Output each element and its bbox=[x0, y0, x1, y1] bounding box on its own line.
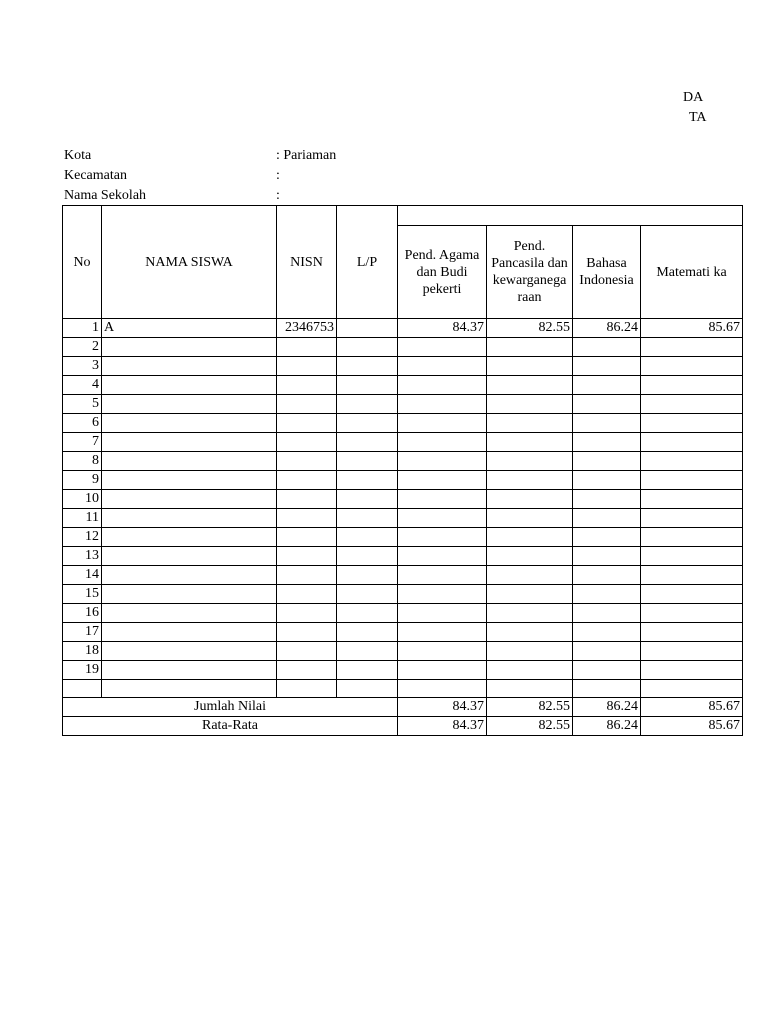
cell-nama bbox=[102, 661, 277, 680]
cell-score bbox=[641, 452, 743, 471]
info-row-nama-sekolah bbox=[64, 188, 280, 204]
cell-score bbox=[573, 680, 641, 698]
header-row-top bbox=[63, 206, 743, 226]
info-label: Nama Sekolah bbox=[64, 188, 147, 203]
cell-score bbox=[573, 547, 641, 566]
cell-score bbox=[487, 395, 573, 414]
table-row bbox=[63, 642, 743, 661]
cell-lp bbox=[337, 566, 398, 585]
title-line-2: TA bbox=[689, 110, 707, 125]
cell-nisn bbox=[277, 414, 337, 433]
cell-nisn bbox=[277, 623, 337, 642]
cell-score bbox=[398, 661, 487, 680]
cell-score bbox=[573, 414, 641, 433]
cell-lp bbox=[337, 433, 398, 452]
cell-score bbox=[398, 680, 487, 698]
table-row bbox=[63, 680, 743, 698]
totals-score: 86.24 bbox=[573, 717, 641, 736]
cell-score bbox=[398, 338, 487, 357]
cell-nama bbox=[102, 566, 277, 585]
subject-group-header bbox=[398, 206, 743, 226]
cell-no: 7 bbox=[63, 433, 102, 452]
table-row bbox=[63, 623, 743, 642]
cell-lp bbox=[337, 642, 398, 661]
column-header-bahasa-indonesia: Bahasa Indonesia bbox=[573, 226, 641, 319]
cell-lp bbox=[337, 452, 398, 471]
cell-lp bbox=[337, 338, 398, 357]
cell-score bbox=[398, 509, 487, 528]
cell-nisn bbox=[277, 680, 337, 698]
cell-lp bbox=[337, 490, 398, 509]
table-row bbox=[63, 661, 743, 680]
cell-nisn bbox=[277, 376, 337, 395]
cell-nama bbox=[102, 585, 277, 604]
cell-score bbox=[641, 395, 743, 414]
cell-nisn bbox=[277, 471, 337, 490]
cell-score bbox=[398, 452, 487, 471]
cell-nisn bbox=[277, 433, 337, 452]
cell-score bbox=[398, 623, 487, 642]
table-row bbox=[63, 566, 743, 585]
cell-score bbox=[487, 433, 573, 452]
info-row-kota bbox=[64, 148, 337, 164]
cell-no: 14 bbox=[63, 566, 102, 585]
cell-no bbox=[63, 680, 102, 698]
cell-score bbox=[398, 471, 487, 490]
cell-score bbox=[573, 509, 641, 528]
cell-no: 5 bbox=[63, 395, 102, 414]
cell-nama bbox=[102, 642, 277, 661]
cell-nama bbox=[102, 395, 277, 414]
cell-score bbox=[487, 528, 573, 547]
column-header-nama: NAMA SISWA bbox=[102, 206, 277, 319]
cell-score bbox=[641, 528, 743, 547]
table-row bbox=[63, 357, 743, 376]
cell-score bbox=[641, 471, 743, 490]
cell-score bbox=[487, 338, 573, 357]
cell-lp bbox=[337, 528, 398, 547]
table-row bbox=[63, 471, 743, 490]
cell-no: 6 bbox=[63, 414, 102, 433]
cell-lp bbox=[337, 414, 398, 433]
cell-score bbox=[398, 547, 487, 566]
cell-no: 11 bbox=[63, 509, 102, 528]
cell-score bbox=[641, 604, 743, 623]
cell-no: 9 bbox=[63, 471, 102, 490]
totals-score: 85.67 bbox=[641, 717, 743, 736]
cell-score bbox=[573, 452, 641, 471]
cell-score bbox=[487, 452, 573, 471]
cell-lp bbox=[337, 623, 398, 642]
cell-score bbox=[398, 490, 487, 509]
table-row bbox=[63, 490, 743, 509]
totals-row bbox=[63, 717, 743, 736]
table-row bbox=[63, 547, 743, 566]
cell-score: 84.37 bbox=[398, 319, 487, 338]
cell-no: 3 bbox=[63, 357, 102, 376]
totals-score: 82.55 bbox=[487, 717, 573, 736]
cell-score bbox=[641, 490, 743, 509]
column-header-matematika: Matemati ka bbox=[641, 226, 743, 319]
cell-score bbox=[641, 433, 743, 452]
cell-score bbox=[398, 414, 487, 433]
info-value: : Pariaman bbox=[276, 148, 337, 163]
cell-nama bbox=[102, 604, 277, 623]
cell-lp bbox=[337, 604, 398, 623]
cell-score bbox=[487, 376, 573, 395]
cell-score bbox=[573, 433, 641, 452]
cell-lp bbox=[337, 395, 398, 414]
info-value: : bbox=[276, 188, 280, 203]
cell-nisn bbox=[277, 509, 337, 528]
column-header-no: No bbox=[63, 206, 102, 319]
cell-score bbox=[487, 357, 573, 376]
cell-score bbox=[641, 661, 743, 680]
table-row bbox=[63, 414, 743, 433]
column-header-lp: L/P bbox=[337, 206, 398, 319]
cell-score bbox=[641, 357, 743, 376]
totals-score: 84.37 bbox=[398, 717, 487, 736]
totals-score: 85.67 bbox=[641, 698, 743, 717]
cell-score bbox=[398, 566, 487, 585]
table-row bbox=[63, 338, 743, 357]
cell-lp bbox=[337, 509, 398, 528]
cell-no: 1 bbox=[63, 319, 102, 338]
cell-lp bbox=[337, 547, 398, 566]
cell-score bbox=[641, 338, 743, 357]
cell-score bbox=[641, 585, 743, 604]
cell-nama bbox=[102, 414, 277, 433]
cell-nama bbox=[102, 338, 277, 357]
table-row bbox=[63, 509, 743, 528]
cell-no: 19 bbox=[63, 661, 102, 680]
cell-score bbox=[573, 490, 641, 509]
totals-score: 84.37 bbox=[398, 698, 487, 717]
cell-score bbox=[641, 623, 743, 642]
table-row bbox=[63, 452, 743, 471]
cell-nama bbox=[102, 452, 277, 471]
cell-score: 82.55 bbox=[487, 319, 573, 338]
cell-score bbox=[487, 604, 573, 623]
cell-nisn bbox=[277, 452, 337, 471]
cell-score bbox=[398, 528, 487, 547]
info-label: Kecamatan bbox=[64, 168, 127, 183]
cell-no: 17 bbox=[63, 623, 102, 642]
cell-no: 18 bbox=[63, 642, 102, 661]
cell-score: 86.24 bbox=[573, 319, 641, 338]
cell-no: 15 bbox=[63, 585, 102, 604]
cell-no: 12 bbox=[63, 528, 102, 547]
table-row bbox=[63, 433, 743, 452]
cell-nisn bbox=[277, 547, 337, 566]
cell-lp bbox=[337, 357, 398, 376]
cell-score bbox=[641, 680, 743, 698]
cell-no: 4 bbox=[63, 376, 102, 395]
totals-label: Rata-Rata bbox=[63, 717, 398, 736]
cell-nisn bbox=[277, 338, 337, 357]
cell-score bbox=[573, 528, 641, 547]
cell-nisn bbox=[277, 490, 337, 509]
cell-nisn bbox=[277, 566, 337, 585]
cell-nama bbox=[102, 433, 277, 452]
info-label: Kota bbox=[64, 148, 92, 163]
grade-table bbox=[62, 205, 743, 736]
cell-score bbox=[398, 585, 487, 604]
cell-score bbox=[573, 585, 641, 604]
cell-score bbox=[573, 338, 641, 357]
cell-score bbox=[487, 680, 573, 698]
cell-nama: A bbox=[102, 319, 277, 338]
column-header-nisn: NISN bbox=[277, 206, 337, 319]
cell-score bbox=[487, 566, 573, 585]
cell-nama bbox=[102, 623, 277, 642]
cell-score bbox=[641, 642, 743, 661]
table-row bbox=[63, 585, 743, 604]
cell-nama bbox=[102, 680, 277, 698]
cell-score bbox=[573, 661, 641, 680]
cell-score bbox=[398, 395, 487, 414]
cell-score bbox=[487, 585, 573, 604]
cell-score bbox=[398, 433, 487, 452]
cell-nama bbox=[102, 547, 277, 566]
column-header-pancasila: Pend. Pancasila dan kewarganega raan bbox=[487, 226, 573, 319]
cell-nisn bbox=[277, 661, 337, 680]
cell-score bbox=[487, 471, 573, 490]
cell-score bbox=[573, 376, 641, 395]
cell-score bbox=[398, 642, 487, 661]
cell-score bbox=[573, 642, 641, 661]
cell-nisn bbox=[277, 642, 337, 661]
cell-lp bbox=[337, 319, 398, 338]
cell-no: 16 bbox=[63, 604, 102, 623]
cell-no: 2 bbox=[63, 338, 102, 357]
table-row bbox=[63, 319, 743, 338]
cell-score bbox=[573, 471, 641, 490]
cell-score bbox=[641, 509, 743, 528]
cell-score bbox=[641, 414, 743, 433]
cell-score bbox=[487, 642, 573, 661]
table-row bbox=[63, 376, 743, 395]
title-line-1: DA bbox=[683, 90, 704, 105]
cell-nisn: 2346753 bbox=[277, 319, 337, 338]
cell-nama bbox=[102, 509, 277, 528]
cell-score bbox=[487, 509, 573, 528]
table-row bbox=[63, 528, 743, 547]
cell-score bbox=[641, 566, 743, 585]
table-row bbox=[63, 604, 743, 623]
cell-score bbox=[487, 547, 573, 566]
cell-score bbox=[487, 661, 573, 680]
info-row-kecamatan bbox=[64, 168, 280, 184]
cell-nama bbox=[102, 471, 277, 490]
cell-score bbox=[573, 604, 641, 623]
cell-score bbox=[398, 357, 487, 376]
cell-score: 85.67 bbox=[641, 319, 743, 338]
cell-nisn bbox=[277, 585, 337, 604]
info-value: : bbox=[276, 168, 280, 183]
cell-no: 13 bbox=[63, 547, 102, 566]
cell-score bbox=[487, 414, 573, 433]
totals-row bbox=[63, 698, 743, 717]
cell-nisn bbox=[277, 357, 337, 376]
cell-nisn bbox=[277, 528, 337, 547]
cell-score bbox=[398, 376, 487, 395]
cell-score bbox=[573, 566, 641, 585]
cell-score bbox=[487, 490, 573, 509]
cell-score bbox=[573, 395, 641, 414]
cell-lp bbox=[337, 680, 398, 698]
cell-score bbox=[487, 623, 573, 642]
cell-nama bbox=[102, 490, 277, 509]
cell-lp bbox=[337, 585, 398, 604]
cell-score bbox=[398, 604, 487, 623]
cell-score bbox=[641, 547, 743, 566]
cell-lp bbox=[337, 376, 398, 395]
cell-nama bbox=[102, 528, 277, 547]
cell-score bbox=[573, 623, 641, 642]
cell-nama bbox=[102, 357, 277, 376]
cell-lp bbox=[337, 471, 398, 490]
cell-nisn bbox=[277, 395, 337, 414]
cell-score bbox=[573, 357, 641, 376]
cell-nama bbox=[102, 376, 277, 395]
totals-score: 86.24 bbox=[573, 698, 641, 717]
cell-no: 10 bbox=[63, 490, 102, 509]
column-header-agama: Pend. Agama dan Budi pekerti bbox=[398, 226, 487, 319]
table-row bbox=[63, 395, 743, 414]
cell-no: 8 bbox=[63, 452, 102, 471]
totals-label: Jumlah Nilai bbox=[63, 698, 398, 717]
cell-score bbox=[641, 376, 743, 395]
totals-score: 82.55 bbox=[487, 698, 573, 717]
cell-nisn bbox=[277, 604, 337, 623]
cell-lp bbox=[337, 661, 398, 680]
